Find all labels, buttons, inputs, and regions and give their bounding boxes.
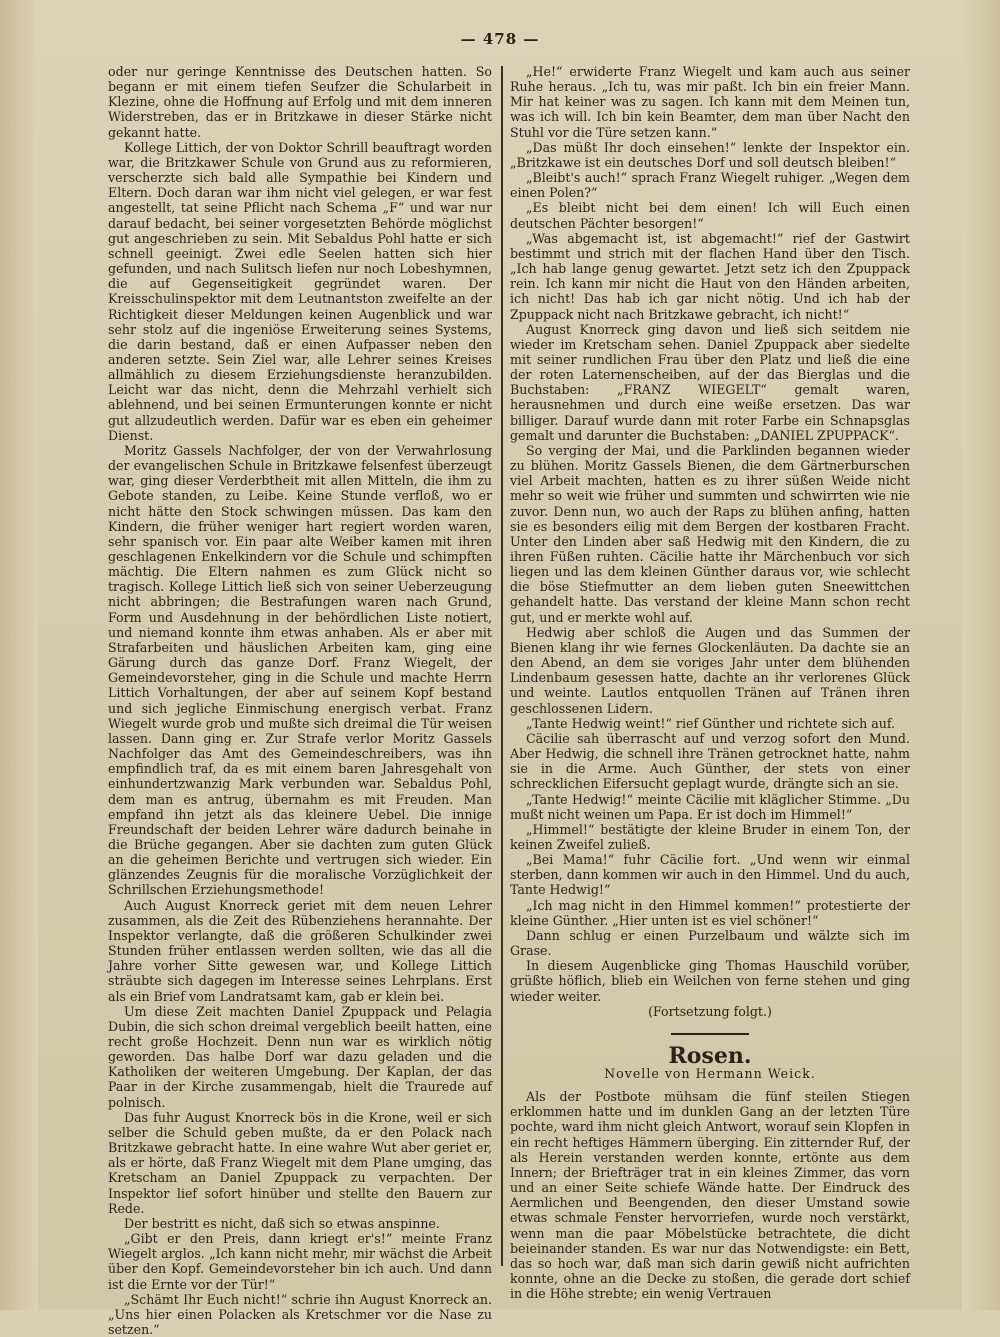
right-paragraph: Dann schlug er einen Purzelbaum und wälzte sich im Grase. xyxy=(510,927,910,959)
left-paragraph: Auch August Knorreck geriet mit dem neuen Lehrer zusammen, als die Zeit des Rübenziehens herannahte. Der Inspektor verlangte, daß die größeren Schulkinder zwei Stunden früher entlassen werden sollten, wie das all die Jahre vorher Sitte gewesen war, und Kollege Littich sträubte sich dagegen im Interesse seines Lehrplans. Erst als ein Brief vom Landratsamt kam, gab er klein bei. xyxy=(108,897,492,1004)
right-paragraph: „Ich mag nicht in den Himmel kommen!“ protestierte der kleine Günther. „Hier unten ist es viel schöner!“ xyxy=(510,897,910,928)
left-paragraph: „Schämt Ihr Euch nicht!“ schrie ihn August Knorreck an. „Uns hier einen Polacken als Kretschmer vor die Nase zu setzen.“ xyxy=(108,1291,492,1337)
left-paragraph: Der bestritt es nicht, daß sich so etwas anspinne. xyxy=(124,1215,440,1231)
right-paragraph: „Bleibt's auch!“ sprach Franz Wiegelt ruhiger. „Wegen dem einen Polen?“ xyxy=(510,170,910,201)
section-separator xyxy=(671,1033,749,1035)
right-paragraph: „Tante Hedwig!“ meinte Cäcilie mit kläglicher Stimme. „Du mußt nicht weinen um Papa. Er ist doch im Himmel!“ xyxy=(510,791,910,822)
continuation-note: (Fortsetzung folgt.) xyxy=(648,1003,772,1019)
left-paragraph: Um diese Zeit machten Daniel Zpuppack und Pelagia Dubin, die sich schon dreimal vergeblich beeilt hatten, eine recht große Hochzeit. Denn nun war es wirklich nötig geworden. Das halbe Dorf war dazu geladen und die Katholiken der weiteren Umgebung. Der Kaplan, der das Paar in der Kirche zusammengab, hielt die Traurede auf polnisch. xyxy=(108,1003,492,1110)
right-paragraph: „He!“ erwiderte Franz Wiegelt und kam auch aus seiner Ruhe heraus. „Ich tu, was mir paßt. Ich bin ein freier Mann. Mir hat keiner was zu sagen. Ich kann mit dem Meinen tun, was ich will. Ich bin kein Beamter, dem man über Nacht den Stuhl vor die Türe setzen kann.“ xyxy=(510,64,910,140)
right-column xyxy=(510,64,910,1301)
right-paragraph: Cäcilie sah überrascht auf und verzog sofort den Mund. Aber Hedwig, die schnell ihre Tränen getrocknet hatte, nahm sie in die Arme. Auch Günther, der stets von einer schrecklichen Eifersucht geplagt wurde, drängte sich an sie. xyxy=(510,730,910,792)
right-paragraph: August Knorreck ging davon und ließ sich seitdem nie wieder im Kretscham sehen. Daniel Zpuppack aber siedelte mit seiner rundlichen Frau über den Platz und ließ die eine der roten Laternenscheiben, auf der das Bierglas und die Buchstaben: „FRANZ WIEGELT“ gemalt waren, herausnehmen und durch eine weiße ersetzen. Das war billiger. Darauf wurde dann mit roter Farbe ein Schnapsglas gemalt und darunter die Buchstaben: „DANIEL ZPUPPACK“. xyxy=(510,321,910,443)
page-edge-left xyxy=(0,0,38,1310)
page-number: — 478 — xyxy=(460,30,540,48)
left-paragraph: Kollege Littich, der von Doktor Schrill beauftragt worden war, die Britzkawer Schule von Grund aus zu reformieren, verscherzte sich bald alle Sympathie bei Kindern und Eltern. Doch daran war ihm nicht viel gelegen, er war fest angestellt, tat seine Pflicht nach Schema „F“ und war nur darauf bedacht, bei seiner vorgesetzten Behörde möglichst gut angeschrieben zu sein. Mit Sebaldus Pohl hatte er sich schnell geeinigt. Zwei edle Seelen hatten sich hier gefunden, und nach Sulitsch liefen nur noch Lobeshymnen, die auf Gegenseitigkeit gegründet waren. Der Kreisschulinspektor mit dem Leutnantston zweifelte an der Richtigkeit dieser Meldungen keinen Augenblick und war sehr stolz auf die ingeniöse Erweiterung seines Systems, die darin bestand, daß er einen Aufpasser neben den anderen setzte. Sein Ziel war, alle Lehrer seines Kreises allmählich zu diesem Erziehungsdienste heranzubilden. Leicht war das nicht, denn die Mehrzahl verhielt sich ablehnend, und bei seinen Ermunterungen konnte er nicht gut allzudeutlich werden. Dafür war es eben ein geheimer Dienst. xyxy=(108,139,492,443)
right-paragraph: „Was abgemacht ist, ist abgemacht!“ rief der Gastwirt bestimmt und strich mit der flachen Hand über den Tisch. „Ich hab lange genug gewartet. Jetzt setz ich den Zpuppack rein. Ich kann mir nicht die Haut von den Händen arbeiten, ich nicht! Das hab ich gar nicht nötig. Und ich hab der Zpuppack nicht nach Britzkawe gebracht, ich nicht!“ xyxy=(510,230,910,322)
right-paragraph: „Tante Hedwig weint!“ rief Günther und richtete sich auf. xyxy=(526,715,896,731)
left-column xyxy=(108,64,492,1337)
left-paragraph: oder nur geringe Kenntnisse des Deutschen hatten. So begann er mit einem tiefen Seufzer die Schularbeit in Klezine, ohne die Hoffnung auf Erfolg und mit dem inneren Widerstreben, das er in Britzkawe in dieser Stärke nicht gekannt hatte. xyxy=(108,64,492,140)
right-paragraph: „Es bleibt nicht bei dem einen! Ich will Euch einen deutschen Pächter besorgen!“ xyxy=(510,200,910,231)
novella-title: Rosen. xyxy=(668,1042,752,1069)
page-edge-right xyxy=(962,0,1000,1310)
right-paragraph: „Das müßt Ihr doch einsehen!“ lenkte der Inspektor ein. „Britzkawe ist ein deutsches Dorf und soll deutsch bleiben!“ xyxy=(510,139,910,170)
left-paragraph: Das fuhr August Knorreck bös in die Krone, weil er sich selber die Schuld geben mußte, da er den Polack nach Britzkawe gebracht hatte. In eine wahre Wut aber geriet er, als er hörte, daß Franz Wiegelt mit dem Plane umging, das Kretscham an Daniel Zpuppack zu verpachten. Der Inspektor lief sofort hinüber und stellte den Bauern zur Rede. xyxy=(108,1109,492,1216)
column-divider xyxy=(501,66,503,1266)
left-paragraph: Moritz Gassels Nachfolger, der von der Verwahrlosung der evangelischen Schule in Britzkawe felsenfest überzeugt war, ging dieser Verderbtheit mit allen Mitteln, die ihm zu Gebote standen, zu Leibe. Keine Stunde verfloß, wo er nicht hätte den Stock schwingen müssen. Das kam den Kindern, die früher weniger hart regiert worden waren, sehr spanisch vor. Ein paar alte Weiber kamen mit ihren geschlagenen Enkelkindern vor die Schule und schimpften mächtig. Die Eltern nahmen es zum Glück nicht so tragisch. Kollege Littich ließ sich von seiner Ueberzeugung nicht abbringen; die Bestrafungen waren nach Grund, Form und Ausdehnung in der behördlichen Liste notiert, und niemand konnte ihm etwas anhaben. Als er aber mit Strafarbeiten und häuslichen Arbeiten kam, ging eine Gärung durch das ganze Dorf. Franz Wiegelt, der Gemeindevorsteher, ging in die Schule und machte Herrn Littich Vorhaltungen, der aber auf seinem Kopf bestand und sich jegliche Einmischung energisch verbat. Franz Wiegelt wurde grob und mußte sich dreimal die Tür weisen lassen. Dann ging er. Zur Strafe verlor Moritz Gassels Nachfolger das Amt des Gemeindeschreibers, was ihn empfindlich traf, da es mit einem baren Jahresgehalt von einhundertzwanzig Mark verbunden war. Sebaldus Pohl, dem man es antrug, übernahm es mit Freuden. Man empfand ihn jetzt als das kleinere Uebel. Die innige Freundschaft der beiden Lehrer wäre dadurch beinahe in die Brüche gegangen. Aber sie dachten zum guten Glück an die geheimen Berichte und vertrugen sich wieder. Ein glänzendes Zeugnis für die moralische Vorzüglichkeit der Schrillschen Erziehungsmethode! xyxy=(108,442,492,898)
right-paragraph: Hedwig aber schloß die Augen und das Summen der Bienen klang ihr wie fernes Glockenläuten. Da dachte sie an den Abend, an dem sie voriges Jahr unter dem blühenden Lindenbaum gesessen hatte, dachte an ihr verlorenes Glück und weinte. Lautlos entquollen Tränen auf Tränen ihren geschlossenen Lidern. xyxy=(510,624,910,716)
novella-subtitle: Novelle von Hermann Weick. xyxy=(604,1066,816,1081)
left-paragraph: „Gibt er den Preis, dann kriegt er's!“ meinte Franz Wiegelt arglos. „Ich kann nicht mehr, mir wächst die Arbeit über den Kopf. Gemeindevorsteher bin ich auch. Und dann ist die Ernte vor der Tür!“ xyxy=(108,1231,492,1292)
novella-paragraph: Als der Postbote mühsam die fünf steilen Stiegen erklommen hatte und im dunklen Gang an der letzten Türe pochte, ward ihm nicht gleich Antwort, worauf sein Klopfen in ein recht heftiges Hämmern überging. Ein zitternder Ruf, der als Herein verstanden werden konnte, ertönte aus dem Innern; der Briefträger trat in ein kleines Zimmer, das vorn und an einer Seite schiefe Wände hatte. Der Eindruck des Aermlichen und Beengenden, den dieser Umstand sowie etwas schmale Fenster hervorriefen, wurde noch verstärkt, wenn man die paar Möbelstücke betrachtete, die dicht beieinander standen. Es war nur das Notwendigste: ein Bett, das so hoch war, daß man sich darin gewiß nicht aufrichten konnte, ohne an die Decke zu stoßen, die gerade dort schief in die Höhe strebte; ein wenig Vertrauen xyxy=(510,1089,910,1302)
right-paragraph: So verging der Mai, und die Parklinden begannen wieder zu blühen. Moritz Gassels Bienen, die dem Gärtnerburschen viel Arbeit machten, hatten es zu ihrer süßen Weide nicht mehr so weit wie früher und summten und schwirrten wie nie zuvor. Denn nun, wo auch der Raps zu blühen anfing, hatten sie es besonders eilig mit dem Bergen der kostbaren Fracht. Unter den Linden aber saß Hedwig mit den Kindern, die zu ihren Füßen ruhten. Cäcilie hatte ihr Märchenbuch vor sich liegen und las dem kleinen Günther daraus vor, wie schlecht die böse Stiefmutter an dem lieben guten Sneewittchen gehandelt hatte. Das verstand der kleine Mann schon recht gut, und er merkte wohl auf. xyxy=(510,442,910,625)
right-paragraph: In diesem Augenblicke ging Thomas Hauschild vorüber, grüßte höflich, blieb ein Weilchen von ferne stehen und ging wieder weiter. xyxy=(510,958,910,1004)
right-paragraph: „Himmel!“ bestätigte der kleine Bruder in einem Ton, der keinen Zweifel zuließ. xyxy=(510,821,910,852)
right-paragraph: „Bei Mama!“ fuhr Cäcilie fort. „Und wenn wir einmal sterben, dann kommen wir auch in den Himmel. Und du auch, Tante Hedwig!“ xyxy=(510,852,910,898)
